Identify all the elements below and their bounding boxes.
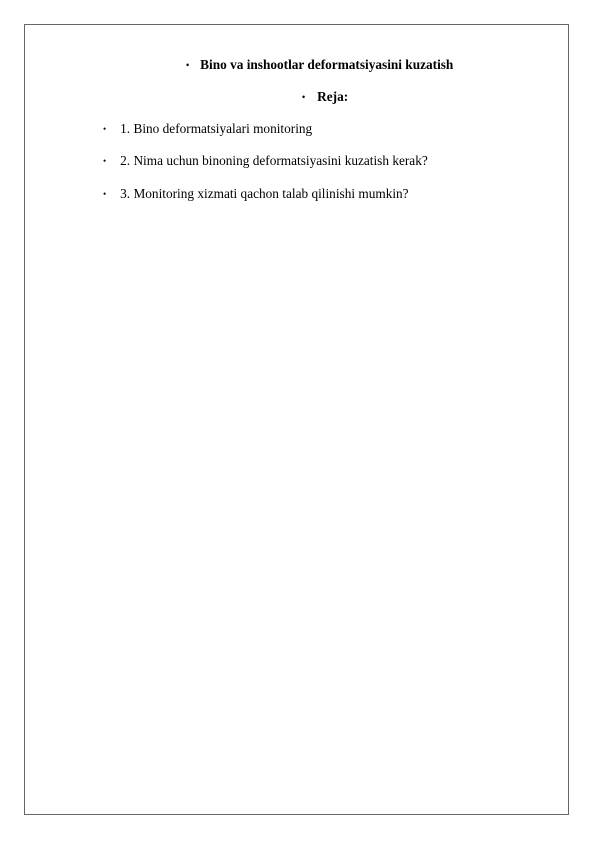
bullet-icon: • (302, 92, 306, 102)
bullet-icon: • (103, 156, 107, 166)
plan-heading-text: Reja: (317, 89, 349, 104)
bullet-icon: • (103, 124, 107, 134)
bullet-icon: • (103, 189, 107, 199)
plan-heading (302, 89, 348, 105)
list-item-text: 3. Monitoring xizmati qachon talab qilinishi mumkin? (120, 186, 409, 201)
list-item (103, 121, 312, 137)
list-item (103, 153, 428, 169)
document-title-text: Bino va inshootlar deformatsiyasini kuzatish (200, 57, 454, 72)
list-item (103, 186, 409, 202)
page-frame (24, 24, 569, 815)
list-item-text: 1. Bino deformatsiyalari monitoring (120, 121, 313, 136)
bullet-icon: • (186, 60, 190, 70)
document-title (186, 57, 453, 73)
list-item-text: 2. Nima uchun binoning deformatsiyasini kuzatish kerak? (120, 153, 428, 168)
